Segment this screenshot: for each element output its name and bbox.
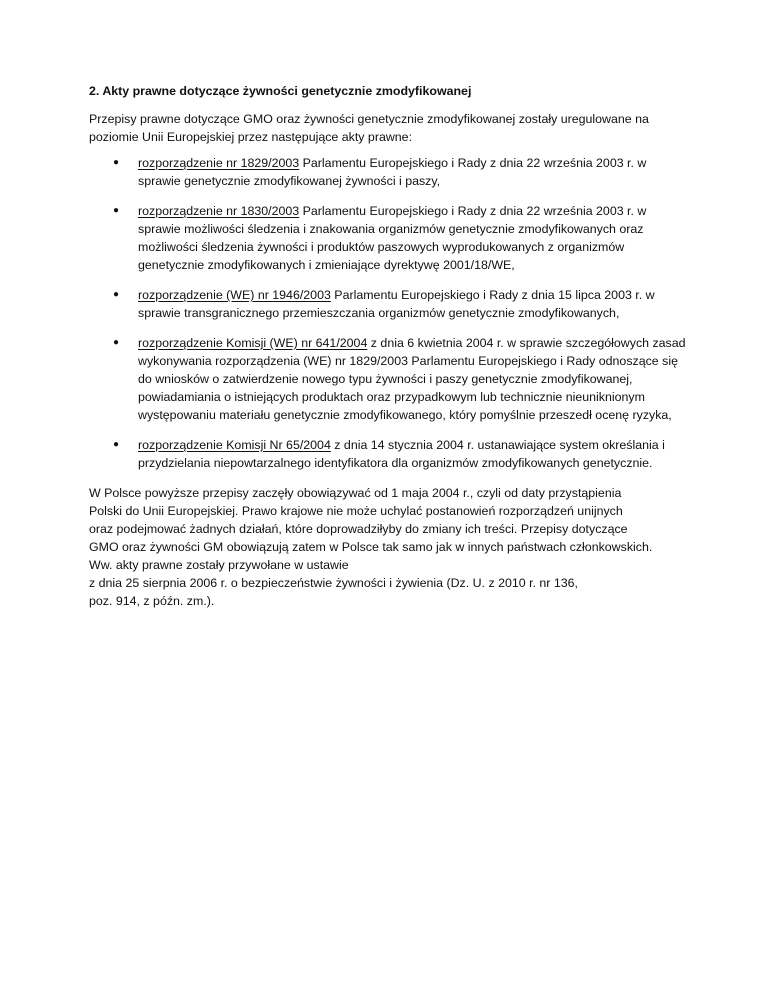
act-description: Parlamentu Europejskiego i Rady z dnia 15 lipca 2003 r. w sprawie transgranicznego przemieszczania organizmów genetycznie zmodyfikowanych, [138,288,655,320]
section-heading: 2. Akty prawne dotyczące żywności genetycznie zmodyfikowanej [89,84,472,98]
closing-line: Ww. akty prawne zostały przywołane w ustawie [89,558,349,572]
act-link[interactable]: rozporządzenie (WE) nr 1946/2003 [138,288,331,302]
list-item [89,334,689,424]
bullet-icon: ● [113,289,120,300]
act-description: Parlamentu Europejskiego i Rady z dnia 22 września 2003 r. w sprawie możliwości śledzenia i znakowania organizmów genetycznie zmodyfikowanych oraz możliwości śledzenia żywności i produktów paszowych wyprodukowanych z organizmów genetycznie zmodyfikowanych i zmieniające dyrektywę 2001/18/WE, [138,204,647,272]
act-description: z dnia 14 stycznia 2004 r. ustanawiające system określania i przydzielania niepowtarzalnego identyfikatora dla organizmów zmodyfikowanych genetycznie. [138,438,665,470]
list-item [89,436,689,472]
legal-acts-list [89,154,689,472]
bullet-icon: ● [113,439,120,450]
closing-line: poz. 914, z późn. zm.). [89,594,215,608]
bullet-icon: ● [113,337,120,348]
list-item [89,286,689,322]
closing-line: Polski do Unii Europejskiej. Prawo krajowe nie może uchylać postanowień rozporządzeń unijnych [89,504,623,518]
document-page [89,82,689,610]
closing-line: W Polsce powyższe przepisy zaczęły obowiązywać od 1 maja 2004 r., czyli od daty przystąpienia [89,486,622,500]
act-description: Parlamentu Europejskiego i Rady z dnia 22 września 2003 r. w sprawie genetycznie zmodyfikowanej żywności i paszy, [138,156,647,188]
bullet-icon: ● [113,205,120,216]
list-item [89,154,689,190]
list-item [89,202,689,274]
act-link[interactable]: rozporządzenie nr 1829/2003 [138,156,300,170]
act-description: z dnia 6 kwietnia 2004 r. w sprawie szczegółowych zasad wykonywania rozporządzenia (WE) nr 1829/2003 Parlamentu Europejskiego i Rady odnoszące się do wniosków o zatwierdzenie nowego typu żywności i paszy genetycznie zmodyfikowanej, powiadamiania o istniejących produktach oraz przypadkowym lub technicznie nieuniknionym występowaniu materiału genetycznie zmodyfikowanego, który pomyślnie przeszedł ocenę ryzyka, [138,336,686,422]
act-link[interactable]: rozporządzenie nr 1830/2003 [138,204,300,218]
closing-paragraph [89,484,689,610]
closing-line: GMO oraz żywności GM obowiązują zatem w Polsce tak samo jak w innych państwach członkowskich. [89,540,653,554]
act-link[interactable]: rozporządzenie Komisji Nr 65/2004 [138,438,331,452]
intro-paragraph: Przepisy prawne dotyczące GMO oraz żywności genetycznie zmodyfikowanej zostały uregulowane na poziomie Unii Europejskiej przez następujące akty prawne: [89,112,649,144]
act-link[interactable]: rozporządzenie Komisji (WE) nr 641/2004 [138,336,368,350]
closing-line: z dnia 25 sierpnia 2006 r. o bezpieczeństwie żywności i żywienia (Dz. U. z 2010 r. nr 136, [89,576,578,590]
bullet-icon: ● [113,157,120,168]
closing-line: oraz podejmować żadnych działań, które doprowadziłyby do zmiany ich treści. Przepisy dotyczące [89,522,628,536]
